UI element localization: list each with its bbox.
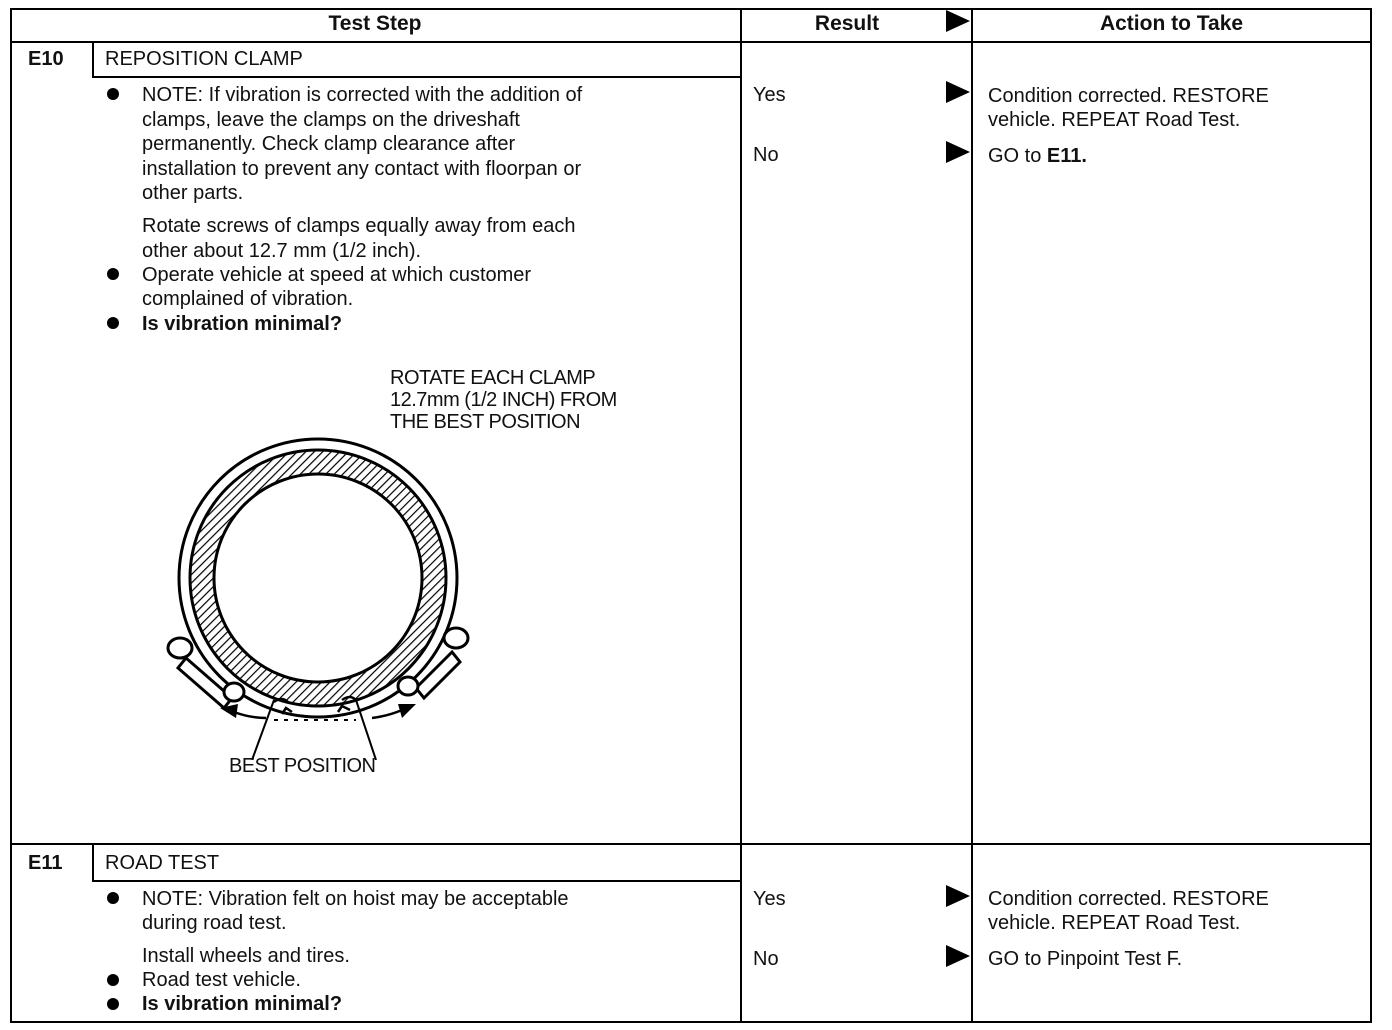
e11-no-action: GO to Pinpoint Test F. bbox=[988, 948, 1183, 970]
e11-question: Is vibration minimal? bbox=[142, 993, 343, 1015]
figure-callout-line: ROTATE EACH CLAMP bbox=[390, 367, 596, 389]
e11-id-divider bbox=[92, 843, 94, 882]
e10-note-line: other parts. bbox=[142, 182, 244, 204]
e10-bottom-border bbox=[10, 843, 1372, 845]
table-bottom-border bbox=[10, 1021, 1372, 1023]
figure-callout-line: 12.7mm (1/2 INCH) FROM bbox=[390, 389, 617, 411]
figure-best-position-label: BEST POSITION bbox=[229, 755, 376, 777]
e11-result-no: No bbox=[753, 948, 779, 970]
header-result: Result bbox=[814, 12, 880, 35]
e10-operate-line: complained of vibration. bbox=[142, 288, 354, 310]
header-bottom-border bbox=[10, 41, 1372, 43]
driveshaft-clamp-diagram bbox=[150, 420, 510, 760]
table-right-border bbox=[1370, 8, 1372, 1023]
e11-step-id: E11 bbox=[28, 852, 63, 874]
e10-yes-action-line: vehicle. REPEAT Road Test. bbox=[988, 109, 1241, 131]
e11-yes-arrow-icon bbox=[946, 885, 970, 907]
driveshaft-ring bbox=[179, 439, 457, 717]
header-arrow-icon bbox=[946, 10, 970, 32]
e11-yes-action-line: vehicle. REPEAT Road Test. bbox=[988, 912, 1241, 934]
e10-result-yes: Yes bbox=[753, 84, 786, 106]
e11-no-arrow-icon bbox=[946, 945, 970, 967]
e10-no-action-target: E11. bbox=[1046, 145, 1087, 167]
e10-note-line: clamps, leave the clamps on the driveshaft bbox=[142, 109, 520, 131]
header-test-step: Test Step bbox=[328, 12, 422, 35]
e10-note-line: permanently. Check clamp clearance after bbox=[142, 133, 516, 155]
e10-note-line: NOTE: If vibration is corrected with the addition of bbox=[142, 84, 583, 106]
e10-yes-arrow-icon bbox=[946, 81, 970, 103]
e11-note-line: during road test. bbox=[142, 912, 287, 934]
e10-operate-line: Operate vehicle at speed at which customer bbox=[142, 264, 532, 286]
e10-id-divider bbox=[92, 41, 94, 78]
e11-road-test: Road test vehicle. bbox=[142, 969, 301, 991]
e10-question: Is vibration minimal? bbox=[142, 313, 343, 335]
e10-yes-action-line: Condition corrected. RESTORE bbox=[988, 85, 1269, 107]
table-left-border bbox=[10, 8, 12, 1023]
e10-step-title: REPOSITION CLAMP bbox=[105, 48, 303, 70]
e10-no-action bbox=[988, 144, 1087, 168]
e10-rotate-line: Rotate screws of clamps equally away from each bbox=[142, 215, 576, 237]
e11-yes-action-line: Condition corrected. RESTORE bbox=[988, 888, 1269, 910]
test-step-column-divider bbox=[740, 8, 742, 1023]
e10-result-no: No bbox=[753, 144, 779, 166]
e11-bullet-2 bbox=[107, 974, 119, 986]
e11-note-line: NOTE: Vibration felt on hoist may be acceptable bbox=[142, 888, 569, 910]
e10-note-line: installation to prevent any contact with floorpan or bbox=[142, 158, 582, 180]
e11-title-underline bbox=[94, 880, 740, 882]
e11-result-yes: Yes bbox=[753, 888, 786, 910]
figure-callout-line: THE BEST POSITION bbox=[390, 411, 581, 433]
e10-bullet-3 bbox=[107, 317, 119, 329]
header-action: Action to Take bbox=[1099, 12, 1244, 35]
e10-no-action-prefix: GO to bbox=[988, 145, 1047, 167]
e11-install: Install wheels and tires. bbox=[142, 945, 350, 967]
e11-bullet-1 bbox=[107, 892, 119, 904]
e10-bullet-1 bbox=[107, 88, 119, 100]
rotation-arrow-right-icon bbox=[372, 704, 416, 718]
e10-bullet-2 bbox=[107, 268, 119, 280]
e11-bullet-3 bbox=[107, 998, 119, 1010]
e10-title-underline bbox=[94, 76, 740, 78]
e10-rotate-line: other about 12.7 mm (1/2 inch). bbox=[142, 240, 422, 262]
e10-no-arrow-icon bbox=[946, 141, 970, 163]
table-top-border bbox=[10, 8, 1372, 10]
e10-step-id: E10 bbox=[28, 48, 64, 70]
result-column-divider bbox=[971, 8, 973, 1023]
e11-step-title: ROAD TEST bbox=[105, 852, 220, 874]
